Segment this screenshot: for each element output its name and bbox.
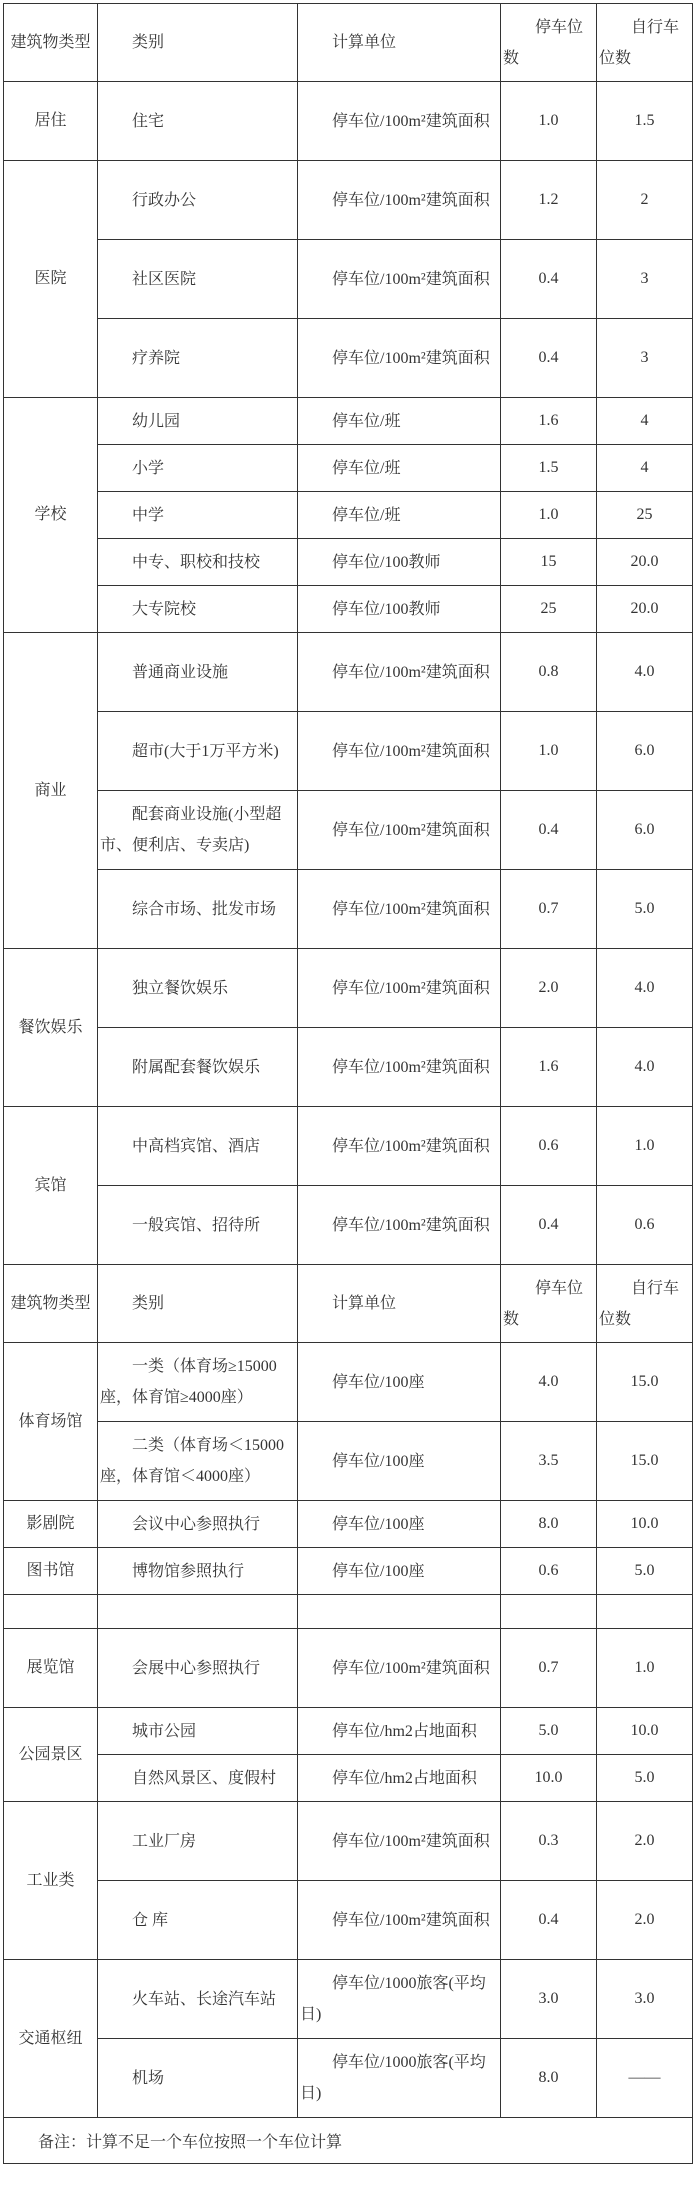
group-cell: 图书馆: [4, 1548, 98, 1595]
unit-cell: 停车位/100m²建筑面积: [298, 870, 501, 949]
group-cell: 居住: [4, 82, 98, 161]
unit-cell: 停车位/100教师: [298, 586, 501, 633]
empty-cell: [597, 1595, 693, 1629]
table-row: [4, 1960, 693, 2039]
bicycle-value: 4: [597, 398, 693, 445]
unit-header: 计算单位: [298, 1265, 501, 1343]
unit-cell: 停车位/100m²建筑面积: [298, 712, 501, 791]
unit-cell: 停车位/100m²建筑面积: [298, 1107, 501, 1186]
category-cell: 会展中心参照执行: [98, 1629, 298, 1708]
category-header: 类别: [98, 1265, 298, 1343]
bicycle-value: 5.0: [597, 870, 693, 949]
bicycle-value: 1.0: [597, 1107, 693, 1186]
bicycle-value: 15.0: [597, 1422, 693, 1501]
category-cell: 会议中心参照执行: [98, 1501, 298, 1548]
table-row: [4, 319, 693, 398]
unit-cell: 停车位/100教师: [298, 539, 501, 586]
table-row: [4, 398, 693, 445]
parking-value: 1.2: [501, 161, 597, 240]
category-cell: 大专院校: [98, 586, 298, 633]
bicycle-value: 1.0: [597, 1629, 693, 1708]
group-cell: 餐饮娱乐: [4, 949, 98, 1107]
group-cell: 商业: [4, 633, 98, 949]
unit-cell: 停车位/100m²建筑面积: [298, 1802, 501, 1881]
category-cell: 综合市场、批发市场: [98, 870, 298, 949]
table-row: [4, 1343, 693, 1422]
bicycle-value: 10.0: [597, 1501, 693, 1548]
bicycle-value: 5.0: [597, 1755, 693, 1802]
bicycle-value: ——: [597, 2039, 693, 2118]
unit-cell: 停车位/100座: [298, 1501, 501, 1548]
parking-value: 5.0: [501, 1708, 597, 1755]
table-row: [4, 633, 693, 712]
note-row: [4, 2118, 693, 2164]
empty-cell: [98, 1595, 298, 1629]
table-row: [4, 539, 693, 586]
group-cell: 影剧院: [4, 1501, 98, 1548]
parking-value: 0.4: [501, 791, 597, 870]
parking-count-header: 停车位数: [501, 4, 597, 82]
table-row: [4, 1881, 693, 1960]
unit-cell: 停车位/100座: [298, 1343, 501, 1422]
category-cell: 小学: [98, 445, 298, 492]
table-row: [4, 1186, 693, 1265]
bicycle-value: 15.0: [597, 1343, 693, 1422]
category-cell: 博物馆参照执行: [98, 1548, 298, 1595]
category-cell: 工业厂房: [98, 1802, 298, 1881]
parking-value: 1.6: [501, 1028, 597, 1107]
category-cell: 火车站、长途汽车站: [98, 1960, 298, 2039]
category-cell: 仓 库: [98, 1881, 298, 1960]
parking-value: 8.0: [501, 2039, 597, 2118]
bicycle-value: 4.0: [597, 949, 693, 1028]
parking-value: 1.0: [501, 712, 597, 791]
category-cell: 独立餐饮娱乐: [98, 949, 298, 1028]
category-cell: 幼儿园: [98, 398, 298, 445]
category-cell: 自然风景区、度假村: [98, 1755, 298, 1802]
parking-value: 0.6: [501, 1548, 597, 1595]
table-row: [4, 1028, 693, 1107]
unit-cell: 停车位/100m²建筑面积: [298, 1186, 501, 1265]
group-cell: 工业类: [4, 1802, 98, 1960]
bicycle-value: 4: [597, 445, 693, 492]
parking-value: 0.4: [501, 240, 597, 319]
parking-value: 2.0: [501, 949, 597, 1028]
bicycle-value: 6.0: [597, 712, 693, 791]
category-cell: 普通商业设施: [98, 633, 298, 712]
table-row: [4, 1629, 693, 1708]
category-cell: 中高档宾馆、酒店: [98, 1107, 298, 1186]
table-row: [4, 161, 693, 240]
unit-cell: 停车位/100m²建筑面积: [298, 1629, 501, 1708]
unit-cell: 停车位/100m²建筑面积: [298, 791, 501, 870]
category-cell: 机场: [98, 2039, 298, 2118]
parking-value: 0.4: [501, 1186, 597, 1265]
table-header-row: [4, 1265, 693, 1343]
parking-value: 1.6: [501, 398, 597, 445]
empty-cell: [501, 1595, 597, 1629]
parking-value: 1.0: [501, 82, 597, 161]
bicycle-value: 0.6: [597, 1186, 693, 1265]
category-cell: 一类（体育场≥15000座，体育馆≥4000座）: [98, 1343, 298, 1422]
parking-value: 1.0: [501, 492, 597, 539]
bicycle-value: 4.0: [597, 633, 693, 712]
parking-value: 25: [501, 586, 597, 633]
table-row: [4, 2039, 693, 2118]
bicycle-value: 1.5: [597, 82, 693, 161]
table-header-row: [4, 4, 693, 82]
category-cell: 疗养院: [98, 319, 298, 398]
unit-cell: 停车位/班: [298, 445, 501, 492]
building-type-header: 建筑物类型: [4, 1265, 98, 1343]
empty-cell: [298, 1595, 501, 1629]
category-cell: 住宅: [98, 82, 298, 161]
table-row: [4, 1501, 693, 1548]
building-type-header: 建筑物类型: [4, 4, 98, 82]
table-row: [4, 870, 693, 949]
group-cell: 交通枢纽: [4, 1960, 98, 2118]
unit-cell: 停车位/100座: [298, 1422, 501, 1501]
bicycle-value: 3: [597, 240, 693, 319]
unit-cell: 停车位/100m²建筑面积: [298, 1028, 501, 1107]
parking-standards-table: [3, 3, 693, 2164]
empty-row: [4, 1595, 693, 1629]
group-cell: 宾馆: [4, 1107, 98, 1265]
category-header: 类别: [98, 4, 298, 82]
parking-value: 15: [501, 539, 597, 586]
category-cell: 城市公园: [98, 1708, 298, 1755]
bicycle-value: 3: [597, 319, 693, 398]
category-cell: 中专、职校和技校: [98, 539, 298, 586]
table-row: [4, 791, 693, 870]
bicycle-value: 3.0: [597, 1960, 693, 2039]
table-row: [4, 1422, 693, 1501]
unit-cell: 停车位/100m²建筑面积: [298, 161, 501, 240]
table-row: [4, 1107, 693, 1186]
parking-value: 0.4: [501, 319, 597, 398]
table-row: [4, 492, 693, 539]
unit-cell: 停车位/100m²建筑面积: [298, 633, 501, 712]
group-cell: 体育场馆: [4, 1343, 98, 1501]
unit-header: 计算单位: [298, 4, 501, 82]
table-note: 备注：计算不足一个车位按照一个车位计算: [4, 2118, 693, 2164]
parking-value: 0.4: [501, 1881, 597, 1960]
bicycle-value: 20.0: [597, 539, 693, 586]
bicycle-value: 6.0: [597, 791, 693, 870]
unit-cell: 停车位/1000旅客(平均日): [298, 2039, 501, 2118]
bicycle-value: 2.0: [597, 1881, 693, 1960]
parking-value: 0.7: [501, 1629, 597, 1708]
category-cell: 配套商业设施(小型超市、便利店、专卖店): [98, 791, 298, 870]
unit-cell: 停车位/100m²建筑面积: [298, 949, 501, 1028]
bicycle-value: 2.0: [597, 1802, 693, 1881]
unit-cell: 停车位/100m²建筑面积: [298, 240, 501, 319]
parking-value: 3.0: [501, 1960, 597, 2039]
bicycle-value: 25: [597, 492, 693, 539]
group-cell: 公园景区: [4, 1708, 98, 1802]
parking-value: 0.7: [501, 870, 597, 949]
table-row: [4, 1802, 693, 1881]
table-row: [4, 1708, 693, 1755]
table-row: [4, 445, 693, 492]
category-cell: 附属配套餐饮娱乐: [98, 1028, 298, 1107]
bicycle-count-header: 自行车位数: [597, 4, 693, 82]
unit-cell: 停车位/hm2占地面积: [298, 1708, 501, 1755]
unit-cell: 停车位/100m²建筑面积: [298, 1881, 501, 1960]
parking-value: 8.0: [501, 1501, 597, 1548]
group-cell: 医院: [4, 161, 98, 398]
category-cell: 中学: [98, 492, 298, 539]
group-cell: 展览馆: [4, 1629, 98, 1708]
table-row: [4, 1755, 693, 1802]
parking-value: 3.5: [501, 1422, 597, 1501]
unit-cell: 停车位/hm2占地面积: [298, 1755, 501, 1802]
empty-cell: [4, 1595, 98, 1629]
table-row: [4, 240, 693, 319]
unit-cell: 停车位/班: [298, 492, 501, 539]
parking-count-header: 停车位数: [501, 1265, 597, 1343]
category-cell: 超市(大于1万平方米): [98, 712, 298, 791]
parking-value: 0.6: [501, 1107, 597, 1186]
parking-value: 4.0: [501, 1343, 597, 1422]
category-cell: 社区医院: [98, 240, 298, 319]
table-row: [4, 82, 693, 161]
parking-value: 0.3: [501, 1802, 597, 1881]
table-row: [4, 712, 693, 791]
bicycle-value: 5.0: [597, 1548, 693, 1595]
parking-value: 1.5: [501, 445, 597, 492]
bicycle-value: 10.0: [597, 1708, 693, 1755]
category-cell: 二类（体育场＜15000座，体育馆＜4000座）: [98, 1422, 298, 1501]
category-cell: 一般宾馆、招待所: [98, 1186, 298, 1265]
bicycle-value: 20.0: [597, 586, 693, 633]
unit-cell: 停车位/班: [298, 398, 501, 445]
parking-value: 10.0: [501, 1755, 597, 1802]
table-row: [4, 949, 693, 1028]
bicycle-value: 2: [597, 161, 693, 240]
table-row: [4, 586, 693, 633]
bicycle-value: 4.0: [597, 1028, 693, 1107]
group-cell: 学校: [4, 398, 98, 633]
bicycle-count-header: 自行车位数: [597, 1265, 693, 1343]
unit-cell: 停车位/100座: [298, 1548, 501, 1595]
unit-cell: 停车位/1000旅客(平均日): [298, 1960, 501, 2039]
parking-value: 0.8: [501, 633, 597, 712]
unit-cell: 停车位/100m²建筑面积: [298, 319, 501, 398]
unit-cell: 停车位/100m²建筑面积: [298, 82, 501, 161]
category-cell: 行政办公: [98, 161, 298, 240]
table-row: [4, 1548, 693, 1595]
